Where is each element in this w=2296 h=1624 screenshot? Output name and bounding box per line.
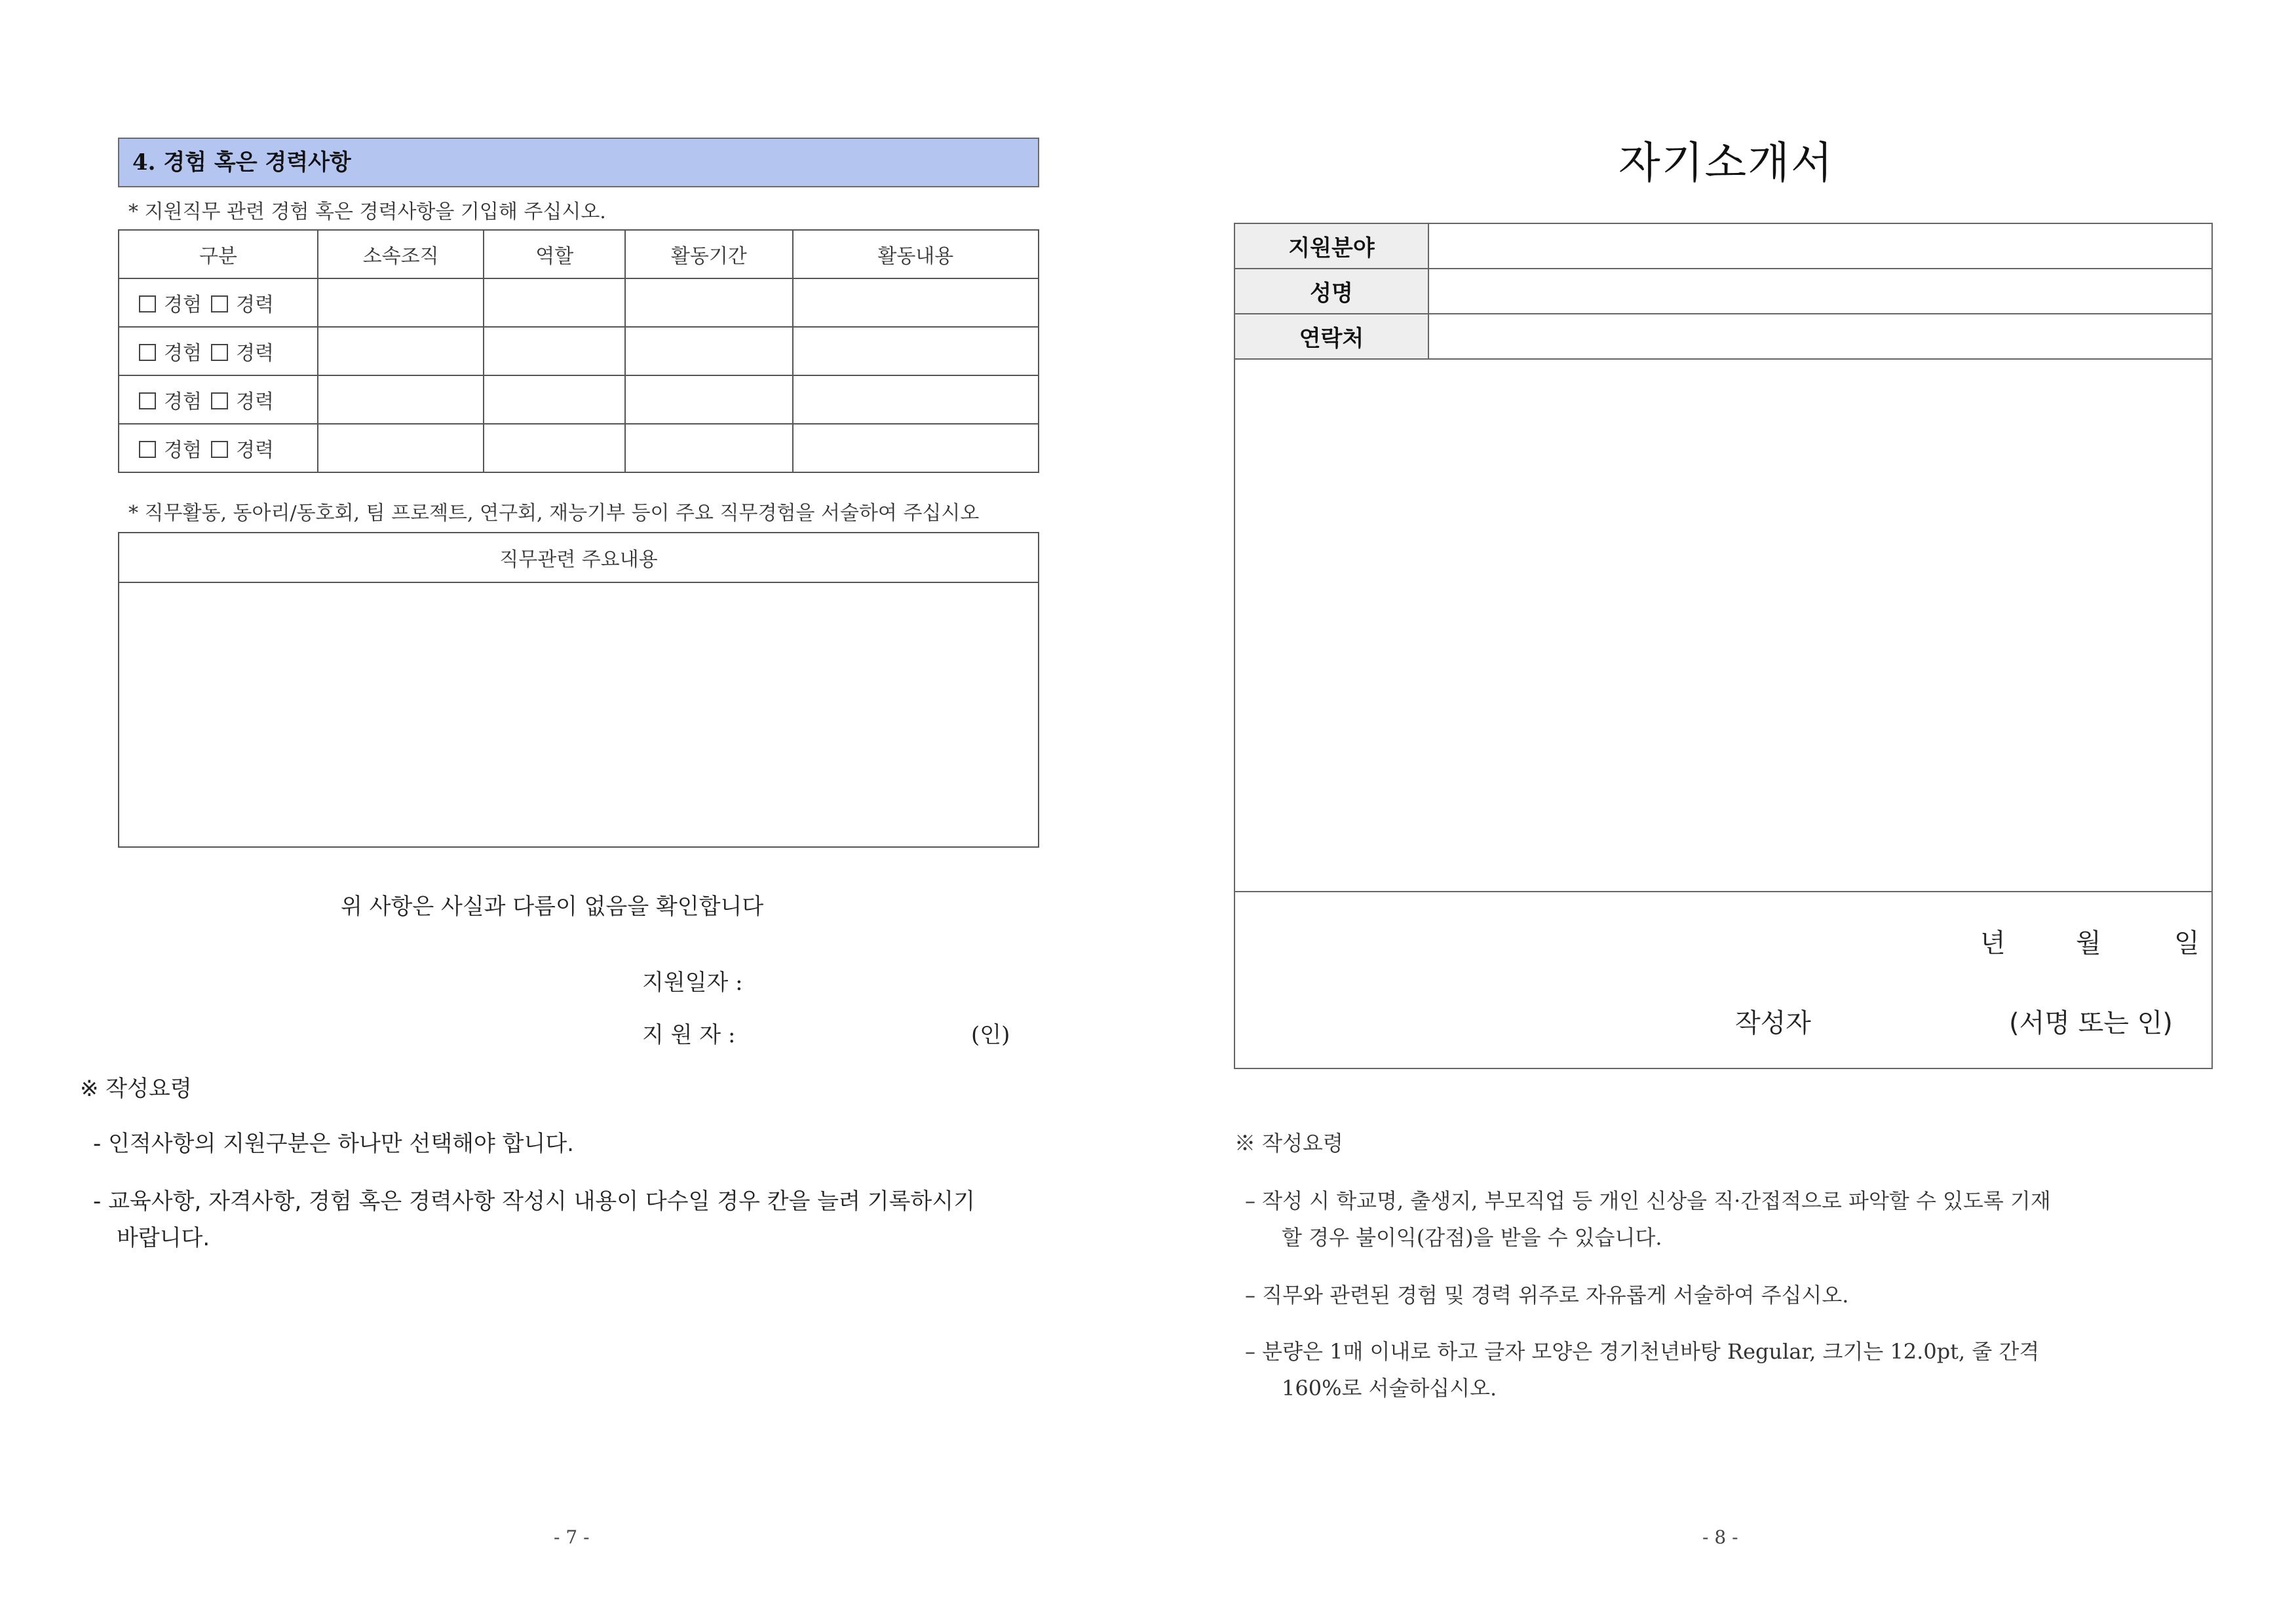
document-title: 자기소개서 [1618,138,1834,188]
apply-date-label: 지원일자 : [642,970,743,996]
checkbox-career[interactable] [211,344,228,361]
organization-cell[interactable] [318,327,484,375]
role-cell[interactable] [484,375,625,424]
header-activity: 활동내용 [793,230,1039,278]
header-category: 구분 [119,230,318,278]
checkbox-experience[interactable] [139,441,156,458]
career-label: 경력 [235,342,274,365]
name-input[interactable] [1428,269,2212,314]
organization-cell[interactable] [318,278,484,327]
guide-item: - 교육사항, 자격사항, 경험 혹은 경력사항 작성시 내용이 다수일 경우 칸을 늘려 기록하시기 [93,1188,975,1215]
year-label: 년 [1980,928,2006,958]
table-row [119,424,1039,472]
major-content-header: 직무관련 주요내용 [119,533,1039,582]
period-cell[interactable] [625,327,793,375]
major-content-table [118,532,1039,848]
role-cell[interactable] [484,327,625,375]
role-cell[interactable] [484,424,625,472]
table-row [119,327,1039,375]
guide-item: – 직무와 관련된 경험 및 경력 위주로 자유롭게 서술하여 주십시오. [1245,1283,1849,1308]
table-header-row [119,230,1039,278]
confirmation-text: 위 사항은 사실과 다름이 없음을 확인합니다 [341,894,764,920]
checkbox-experience[interactable] [139,392,156,409]
category-cell [119,327,318,375]
category-cell [119,278,318,327]
major-content-note: * 직무활동, 동아리/동호회, 팀 프로젝트, 연구회, 재능기부 등이 주요 직무경험을 서술하여 주십시오 [128,502,980,525]
writer-label: 작성자 [1735,1008,1811,1038]
experience-label: 경험 [164,390,202,413]
divider [1234,891,2213,892]
guide-item-continued: 할 경우 불이익(감점)을 받을 수 있습니다. [1282,1225,1662,1250]
day-label: 일 [2174,928,2200,958]
page-number: - 7 - [554,1526,590,1548]
contact-input[interactable] [1428,314,2212,359]
contact-label: 연락처 [1234,314,1428,359]
category-cell [119,424,318,472]
activity-cell[interactable] [793,278,1039,327]
major-content-area[interactable] [119,582,1039,847]
guide-title: ※ 작성요령 [80,1076,192,1102]
period-cell[interactable] [625,278,793,327]
checkbox-experience[interactable] [139,295,156,312]
guide-item: – 분량은 1매 이내로 하고 글자 모양은 경기천년바탕 Regular, 크기는 12.0pt, 줄 간격 [1245,1339,2040,1364]
activity-cell[interactable] [793,424,1039,472]
period-cell[interactable] [625,424,793,472]
career-label: 경력 [235,439,274,462]
month-label: 월 [2076,928,2101,958]
checkbox-career[interactable] [211,392,228,409]
organization-cell[interactable] [318,424,484,472]
seal-mark: (인) [971,1022,1010,1048]
checkbox-career[interactable] [211,295,228,312]
table-row [119,278,1039,327]
guide-title: ※ 작성요령 [1234,1131,1343,1156]
experience-label: 경험 [164,342,202,365]
header-role: 역할 [484,230,625,278]
table-row [119,375,1039,424]
field-label: 지원분야 [1234,223,1428,269]
period-cell[interactable] [625,375,793,424]
experience-label: 경험 [164,439,202,462]
self-introduction-area[interactable] [1234,358,2213,1069]
guide-item-continued: 160%로 서술하십시오. [1282,1376,1497,1401]
field-input[interactable] [1428,223,2212,269]
role-cell[interactable] [484,278,625,327]
applicant-label: 지 원 자 : [642,1022,736,1048]
guide-item: – 작성 시 학교명, 출생지, 부모직업 등 개인 신상을 직·간접적으로 파악할 수 있도록 기재 [1245,1188,2051,1213]
page-number: - 8 - [1702,1526,1738,1548]
header-period: 활동기간 [625,230,793,278]
experience-note: * 지원직무 관련 경험 혹은 경력사항을 기입해 주십시오. [128,200,606,223]
guide-item-continued: 바랍니다. [117,1225,210,1251]
signature-label: (서명 또는 인) [2009,1008,2173,1038]
applicant-info-table [1234,223,2213,360]
activity-cell[interactable] [793,375,1039,424]
experience-table [118,229,1039,473]
checkbox-career[interactable] [211,441,228,458]
name-label: 성명 [1234,269,1428,314]
category-cell [119,375,318,424]
career-label: 경력 [235,390,274,413]
section-title: 4. 경험 혹은 경력사항 [118,138,1039,187]
experience-label: 경험 [164,293,202,316]
organization-cell[interactable] [318,375,484,424]
career-label: 경력 [235,293,274,316]
activity-cell[interactable] [793,327,1039,375]
header-organization: 소속조직 [318,230,484,278]
checkbox-experience[interactable] [139,344,156,361]
guide-item: - 인적사항의 지원구분은 하나만 선택해야 합니다. [93,1131,574,1157]
